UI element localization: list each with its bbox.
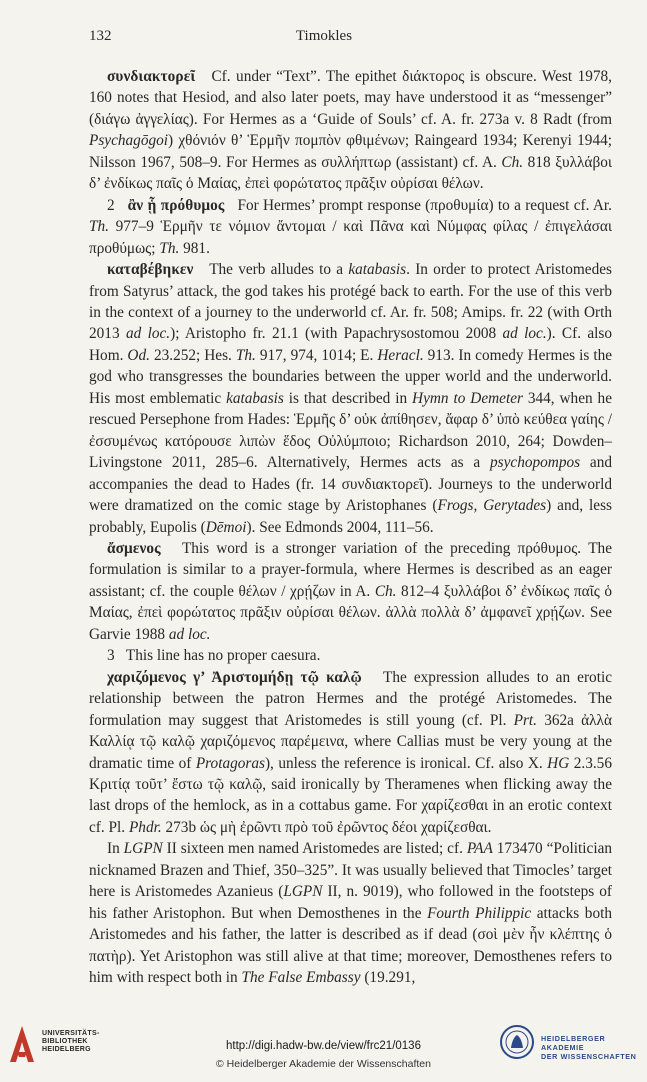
italic-citation: Heracl. (377, 346, 424, 364)
italic-term: psychopompos (490, 454, 581, 472)
italic-citation: The False Embassy (241, 969, 361, 987)
entry-text: In (107, 840, 124, 858)
italic-citation: Prt. (513, 711, 537, 729)
commentary-entry-2 (89, 195, 612, 259)
commentary-entry-7 (89, 838, 612, 988)
lemma: χαριζόμενος γ’ Ἀριστομήδῃ τῷ καλῷ (107, 668, 362, 686)
entry-text: ); Aristopho fr. 21.1 (with Papachrysostomou 2008 (170, 325, 503, 343)
italic-citation: ad loc. (168, 625, 211, 643)
entry-text: 981. (179, 239, 210, 257)
entry-text: 913. In comedy Hermes is the god who transgresses the boundaries between the upper world and the underworld. His most emblematic (89, 346, 613, 407)
entry-text: 812–4 ξυλλάβοι δ’ ἐνδίκως παῖς ὁ Μαίας, ἐπεὶ φορώτατος πρᾶξιν οὐρίσαι θέλων. ἀλλὰ πολλὰ δ’ ἀμφανεῖ χρῄζων. See Garvie 1988 (89, 582, 612, 643)
italic-citation: Fourth Philippic (427, 904, 532, 922)
entry-text: 173470 “Politician nicknamed Brazen and Thief, 350–325”. It was usually believed that Timocles’ target here is Aristomedes Azanieus ( (89, 840, 613, 901)
entry-text: and accompanies the dead to Hades (fr. 14 συνδιακτορεῖ). Journeys to the underworld were dramatized on the comic stage by Aristophanes ( (89, 454, 612, 515)
digitization-footer (0, 1014, 647, 1082)
italic-citation: Th. (159, 239, 180, 257)
italic-citation: LGPN (283, 883, 323, 901)
academy-seal-icon (499, 1024, 535, 1060)
entry-text: is that described in (283, 389, 413, 407)
entry-text: 23.252; Hes. (149, 346, 236, 364)
copyright-notice: © Heidelberger Akademie der Wissenschaften (216, 1058, 431, 1070)
page-number: 132 (89, 28, 112, 44)
entry-text: II, n. 9019), who followed in the footsteps of his father Aristophon. But when Demosthenes in the (89, 883, 613, 922)
italic-citation: Frogs, Gerytades (437, 497, 547, 515)
academy-logo-text: HEIDELBERGER AKADEMIE DER WISSENSCHAFTEN (541, 1034, 637, 1061)
entry-text: For Hermes’ prompt response (προθυμία) to a request cf. Ar. (237, 196, 612, 214)
entry-text: ). Cf. also Hom. (89, 325, 613, 364)
academy-logo (499, 1024, 639, 1070)
commentary-body (89, 66, 612, 988)
commentary-entry-5 (89, 645, 612, 666)
commentary-entry-1 (89, 66, 612, 195)
lemma: συνδιακτορεῖ (107, 68, 196, 85)
commentary-entry-3 (89, 259, 612, 538)
italic-citation: Hymn to Demeter (412, 389, 523, 407)
entry-text: 917, 974, 1014; E. (255, 346, 378, 364)
italic-citation: Ch. (374, 582, 397, 600)
lemma: ἄσμενος (107, 539, 161, 557)
entry-text: 362a ἀλλὰ Καλλίᾳ τῷ καλῷ χαριζόμενος παρέμεινα, where Callias must be very young at the dramatic time of (89, 711, 612, 772)
entry-text: attacks both Aristomedes and his father, the latter is described as if dead (σοὶ μὲν ἦν κλέπτης ὁ πατὴρ). Yet Aristophon was still alive at that time; moreover, Demosthenes refers to him with respect both in (89, 904, 612, 987)
entry-text: 344, when he rescued Persephone from Hades: Ἑρμῆς δ’ οὐκ ἀπίθησεν, ἄφαρ δ’ ὑπὸ κεύθεα γαίης / ἐσσυμένως κατόρουσε λιπὼν ἕδος Οὐλύμποιο; Richardson 2010, 264; Dowden–Livingstone 2011, 285–6. Alternatively, Hermes acts as a (89, 389, 612, 472)
italic-citation: Protagoras (195, 754, 265, 772)
entry-text: ) and, less probably, Eupolis ( (89, 497, 612, 536)
italic-citation: Phdr. (128, 818, 162, 836)
entry-text: The expression alludes to an erotic relationship between the patron Hermes and the protégé Aristomedes. The formulation may suggest that Aristomedes is still young (cf. Pl. (89, 668, 612, 729)
italic-citation: ad loc. (502, 325, 547, 343)
italic-term: katabasis (226, 389, 284, 407)
commentary-entry-4 (89, 538, 612, 645)
running-title: Timokles (295, 28, 353, 44)
line-number: 3 (107, 647, 115, 665)
entry-text: II sixteen men named Aristomedes are listed; cf. (162, 840, 467, 858)
italic-citation: Th. (89, 218, 109, 236)
italic-citation: HG (547, 754, 570, 772)
entry-text: The verb alludes to a (209, 261, 349, 279)
entry-text: ), unless the reference is ironical. Cf. also X. (264, 754, 548, 772)
entry-text: 977–9 Ἑρμῆν τε νόμιον ἄντομαι / καὶ Πᾶνα καὶ Νύμφας φίλας / ἐπιγελάσαι προθύμως; (89, 218, 612, 257)
italic-citation: LGPN (123, 840, 163, 858)
italic-citation: Psychagōgoi (89, 132, 169, 150)
lemma: ἂν ᾗ πρόθυμος (127, 196, 225, 214)
entry-text: Cf. under “Text”. The epithet διάκτορος is obscure. West 1978, 160 notes that Hesiod, and also later poets, may have understood it as “messenger” (διάγω ἀγγελίας). For Hermes as a ‘Guide of Souls’ cf. A. fr. 273a v. 8 Radt (from (89, 68, 612, 128)
italic-citation: Th. (235, 346, 256, 364)
entry-text: ). See Edmonds 2004, 111–56. (246, 518, 434, 536)
line-number: 2 (107, 196, 115, 214)
italic-citation: ad loc. (125, 325, 171, 343)
entry-text: 2.3.56 Κριτίᾳ τοῦτ’ ἔστω τῷ καλῷ, said ironically by Theramenes when flicking away the last drops of the hemlock, as in a cottabus game. For χαρίζεσθαι in an erotic context cf. Pl. (89, 754, 612, 836)
italic-citation: Dēmoi (205, 518, 247, 536)
library-logo-text: UNIVERSITÄTS- BIBLIOTHEK HEIDELBERG (42, 1030, 100, 1053)
entry-text: ) χθόνιόν θ’ Ἑρμῆν πομπὸν φθιμένων; Raingeard 1934; Kerenyi 1944; Nilsson 1967, 508–9. For Hermes as συλλήπτωρ (assistant) cf. A. (89, 132, 612, 171)
italic-citation: Od. (127, 346, 150, 364)
entry-text: This line has no proper caesura. (125, 647, 321, 665)
italic-citation: Ch. (501, 153, 524, 171)
lemma: καταβέβηκεν (107, 261, 194, 279)
commentary-entry-6 (89, 667, 612, 839)
italic-citation: PAA (466, 840, 493, 858)
entry-text: (19.291, (360, 969, 416, 987)
source-url-link[interactable]: http://digi.hadw-bw.de/view/frc21/0136 (226, 1040, 421, 1052)
italic-term: katabasis (348, 261, 407, 279)
page-header (89, 28, 559, 48)
entry-text: 273b ὡς μὴ ἐρῶντι πρὸ τοῦ ἐρῶντος δέοι χαρίζεσθαι. (161, 818, 492, 836)
entry-text: 818 ξυλλάβοι δ’ ἐνδίκως παῖς ὁ Μαίας, ἐπεὶ φορώτατος πρᾶξιν οὐρίσαι θέλων. (89, 153, 612, 193)
entry-text: This word is a stronger variation of the preceding πρόθυμος. The formulation is similar to a prayer-formula, where Hermes is described as an eager assistant; cf. the couple θέλων / χρῄζων in A. (89, 539, 612, 600)
entry-text: . In order to protect Aristomedes from Satyrus’ attack, the god takes his protégé back to earth. For the use of this verb in the context of a journey to the underworld cf. Ar. fr. 508; Amips. fr. 22 (with Orth 2013 (89, 261, 612, 343)
